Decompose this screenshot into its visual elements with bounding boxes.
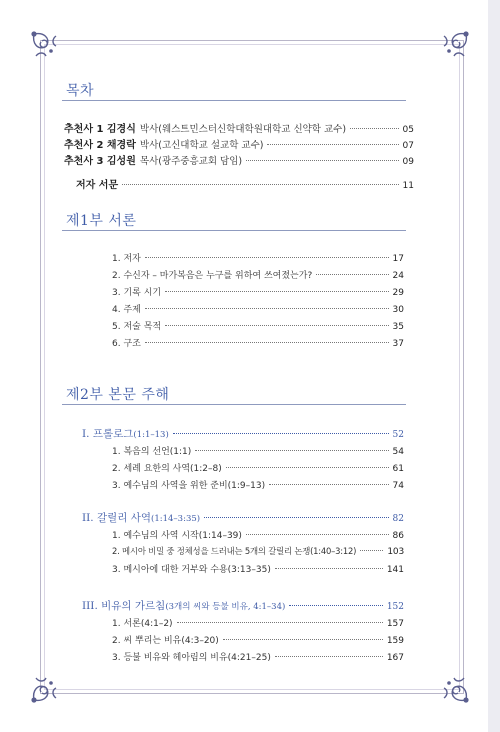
toc-entry-recommendation[interactable] [64,120,414,135]
toc-entry-label: 5. 저술 목적 [112,322,162,332]
page-number: 09 [402,157,414,167]
section-title: III. 비유의 가르침 [82,600,166,612]
part2-title: 제2부 본문 주해 [66,387,170,403]
leader-dots [267,144,398,145]
toc-entry[interactable] [112,545,404,557]
toc-entry[interactable] [112,268,404,281]
toc-entry-label: 추천사 1 김경식 [64,124,136,135]
toc-entry[interactable] [112,633,404,646]
toc-entry[interactable] [112,461,404,474]
toc-entry[interactable] [112,528,404,541]
page-number: 159 [386,636,404,646]
toc-entry-label: 1. 복음의 선언(1:1) [112,447,192,457]
toc-section-heading[interactable] [82,510,404,525]
section-ref: (3개의 씨와 등불 비유, 4:1–34) [165,602,286,612]
section-ref: (1:14–3:35) [151,514,201,524]
leader-dots [177,622,383,623]
leader-dots [122,184,398,185]
toc-entry-preface[interactable] [76,176,414,191]
toc-entry-label: 저자 서문 [76,180,119,191]
toc-entry[interactable] [112,319,404,332]
toc-entry-label: 2. 수신자 – 마가복음은 누구를 위하여 쓰여졌는가? [112,271,313,281]
toc-entry-desc: 박사(웨스트민스터신학대학원대학교 신약학 교수) [139,124,347,135]
toc-entry[interactable] [112,302,404,315]
toc-entry-recommendation[interactable] [64,136,414,151]
toc-entry-label: 1. 예수님의 사역 시작(1:14–39) [112,531,242,541]
leader-dots [275,656,383,657]
leader-dots [204,517,388,518]
page-number: 17 [392,254,404,264]
toc-entry[interactable] [112,478,404,491]
leader-dots [246,160,398,161]
page-number: 05 [402,125,414,135]
toc-entry-label: 1. 저자 [112,254,141,264]
page-number: 24 [392,271,404,281]
toc-entry-desc: 박사(고신대학교 설교학 교수) [139,140,264,151]
page-number: 35 [392,322,404,332]
toc-entry[interactable] [112,616,404,629]
toc-entry-label: 추천사 3 김성원 [64,156,136,167]
page-number: 152 [386,602,404,612]
leader-dots [269,484,388,485]
toc-entry-label: 6. 구조 [112,339,141,349]
leader-dots [350,128,398,129]
toc-entry-label: 4. 주제 [112,305,141,315]
toc-entry-desc: 목사(광주중흥교회 담임) [139,156,243,167]
corner-ornament-icon [436,30,470,64]
page-number: 52 [392,430,404,440]
leader-dots [289,605,383,606]
toc-entry[interactable] [112,251,404,264]
page-number: 157 [386,619,404,629]
page-number: 07 [402,141,414,151]
page-number: 167 [386,653,404,663]
toc-entry[interactable] [112,336,404,349]
part1-title: 제1부 서론 [66,213,137,229]
toc-entry-label: 3. 예수님의 사역을 위한 준비(1:9–13) [112,481,266,491]
toc-entry[interactable] [112,444,404,457]
leader-dots [195,450,388,451]
leader-dots [226,467,389,468]
page-number: 37 [392,339,404,349]
page-number: 11 [402,181,414,191]
title-divider [62,230,406,231]
leader-dots [173,433,389,434]
toc-entry-label: 3. 기록 시기 [112,288,162,298]
leader-dots [223,639,383,640]
toc-entry-label: 1. 서론(4:1–2) [112,619,173,629]
leader-dots [246,534,389,535]
toc-entry-label: 2. 메시아 비밀 중 정체성을 드러내는 5개의 갈릴리 논쟁(1:40–3:12) [112,546,357,556]
page-number: 30 [392,305,404,315]
leader-dots [145,308,389,309]
page-edge [488,0,500,732]
leader-dots [165,291,388,292]
leader-dots [316,274,388,275]
toc-entry[interactable] [112,285,404,298]
page-number: 61 [392,464,404,474]
title-divider [62,100,406,101]
toc-entry-label: 2. 세례 요한의 사역(1:2–8) [112,464,222,474]
toc-section-heading[interactable] [82,426,404,441]
section-title: II. 갈릴리 사역 [82,512,152,524]
toc-entry-recommendation[interactable] [64,152,414,167]
toc-entry[interactable] [112,650,404,663]
page-number: 54 [392,447,404,457]
corner-ornament-icon [436,670,470,704]
leader-dots [275,568,383,569]
contents-title: 목차 [66,83,95,99]
toc-section-heading[interactable] [82,598,404,613]
toc-entry-label: 추천사 2 채경락 [64,140,136,151]
page-number: 86 [392,531,404,541]
page-number: 141 [386,565,404,575]
page-number: 74 [392,481,404,491]
toc-entry-label: 3. 등불 비유와 헤아림의 비유(4:21–25) [112,653,271,663]
section-ref: (1:1–13) [133,430,169,440]
leader-dots [165,325,388,326]
leader-dots [145,257,389,258]
toc-entry[interactable] [112,562,404,575]
toc-entry-label: 2. 씨 뿌리는 비유(4:3–20) [112,636,219,646]
leader-dots [360,550,383,551]
title-divider [62,404,406,405]
corner-ornament-icon [30,30,64,64]
page-number: 82 [392,514,404,524]
page-number: 103 [387,547,404,557]
page-number: 29 [392,288,404,298]
corner-ornament-icon [30,670,64,704]
section-title: I. 프롤로그 [82,428,134,440]
toc-entry-label: 3. 메시아에 대한 거부와 수용(3:13–35) [112,565,271,575]
leader-dots [145,342,389,343]
